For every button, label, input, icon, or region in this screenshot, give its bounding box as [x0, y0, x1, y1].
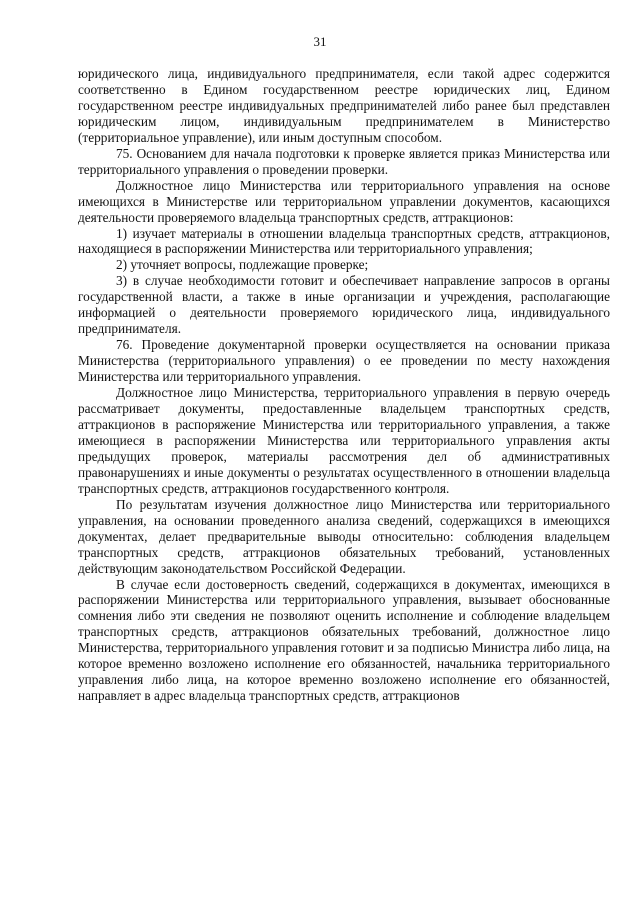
paragraph-76: 76. Проведение документарной проверки осуществляется на основании приказа Министерства (территориального управления) о ее проведении по месту нахождения Министерства или территориального управления.: [78, 337, 610, 385]
list-item-2: 2) уточняет вопросы, подлежащие проверке;: [116, 257, 369, 273]
page-number: 31: [313, 34, 327, 49]
list-item-1: 1) изучает материалы в отношении владельца транспортных средств, аттракционов, находящиеся в распоряжении Министерства или территориального управления;: [78, 225, 610, 257]
paragraph-official-actions: Должностное лицо Министерства или территориального управления на основе имеющихся в Министерстве или территориальном управлении документов, касающихся деятельности проверяемого владельца транспортных средств, аттракционов:: [78, 177, 610, 225]
paragraph-75: 75. Основанием для начала подготовки к проверке является приказ Министерства или территориального управления о проведении проверки.: [78, 145, 610, 177]
document-body: [78, 66, 610, 704]
paragraph-document-review: Должностное лицо Министерства, территориального управления в первую очередь рассматривает документы, предоставленные владельцем транспортных средств, аттракционов в распоряжение Министерства или территориального управления, а также имеющиеся в распоряжении Министерства или территориального управления акты предыдущих проверок, материалы рассмотрения дел об административных правонарушениях и иные документы о результатах осуществленного в отношении владельца транспортных средств, аттракционов государственного контроля.: [78, 385, 610, 496]
paragraph-address-continuation: юридического лица, индивидуального предпринимателя, если такой адрес содержится соответственно в Едином государственном реестре юридических лиц, Едином государственном реестре индивидуальных предпринимателей либо ранее был представлен юридическим лицом, индивидуальным предпринимателем в Министерство (территориальное управление), или иным доступным способом.: [78, 66, 610, 145]
paragraph-doubtful-information: В случае если достоверность сведений, содержащихся в документах, имеющихся в распоряжении Министерства или территориального управления, вызывает обоснованные сомнения либо эти сведения не позволяют оценить исполнение и соблюдение владельцем транспортных средств, аттракционов обязательных требований, должностное лицо Министерства, территориального управления готовит и за подписью Министра либо лица, на которое временно возложено исполнение его обязанностей, начальника территориального управления либо лица, на которое временно возложено исполнение его обязанностей, направляет в адрес владельца транспортных средств, аттракционов: [78, 576, 610, 704]
list-item-3: 3) в случае необходимости готовит и обеспечивает направление запросов в органы государственной власти, а также в иные организации и учреждения, располагающие информацией о деятельности проверяемого юридического лица, индивидуального предпринимателя.: [78, 273, 610, 337]
paragraph-review-results: По результатам изучения должностное лицо Министерства или территориального управления, на основании проведенного анализа сведений, содержащихся в имеющихся документах, делает предварительные выводы относительно: соблюдения владельцем транспортных средств, аттракционов обязательных требований, установленных действующим законодательством Российской Федерации.: [78, 496, 610, 576]
